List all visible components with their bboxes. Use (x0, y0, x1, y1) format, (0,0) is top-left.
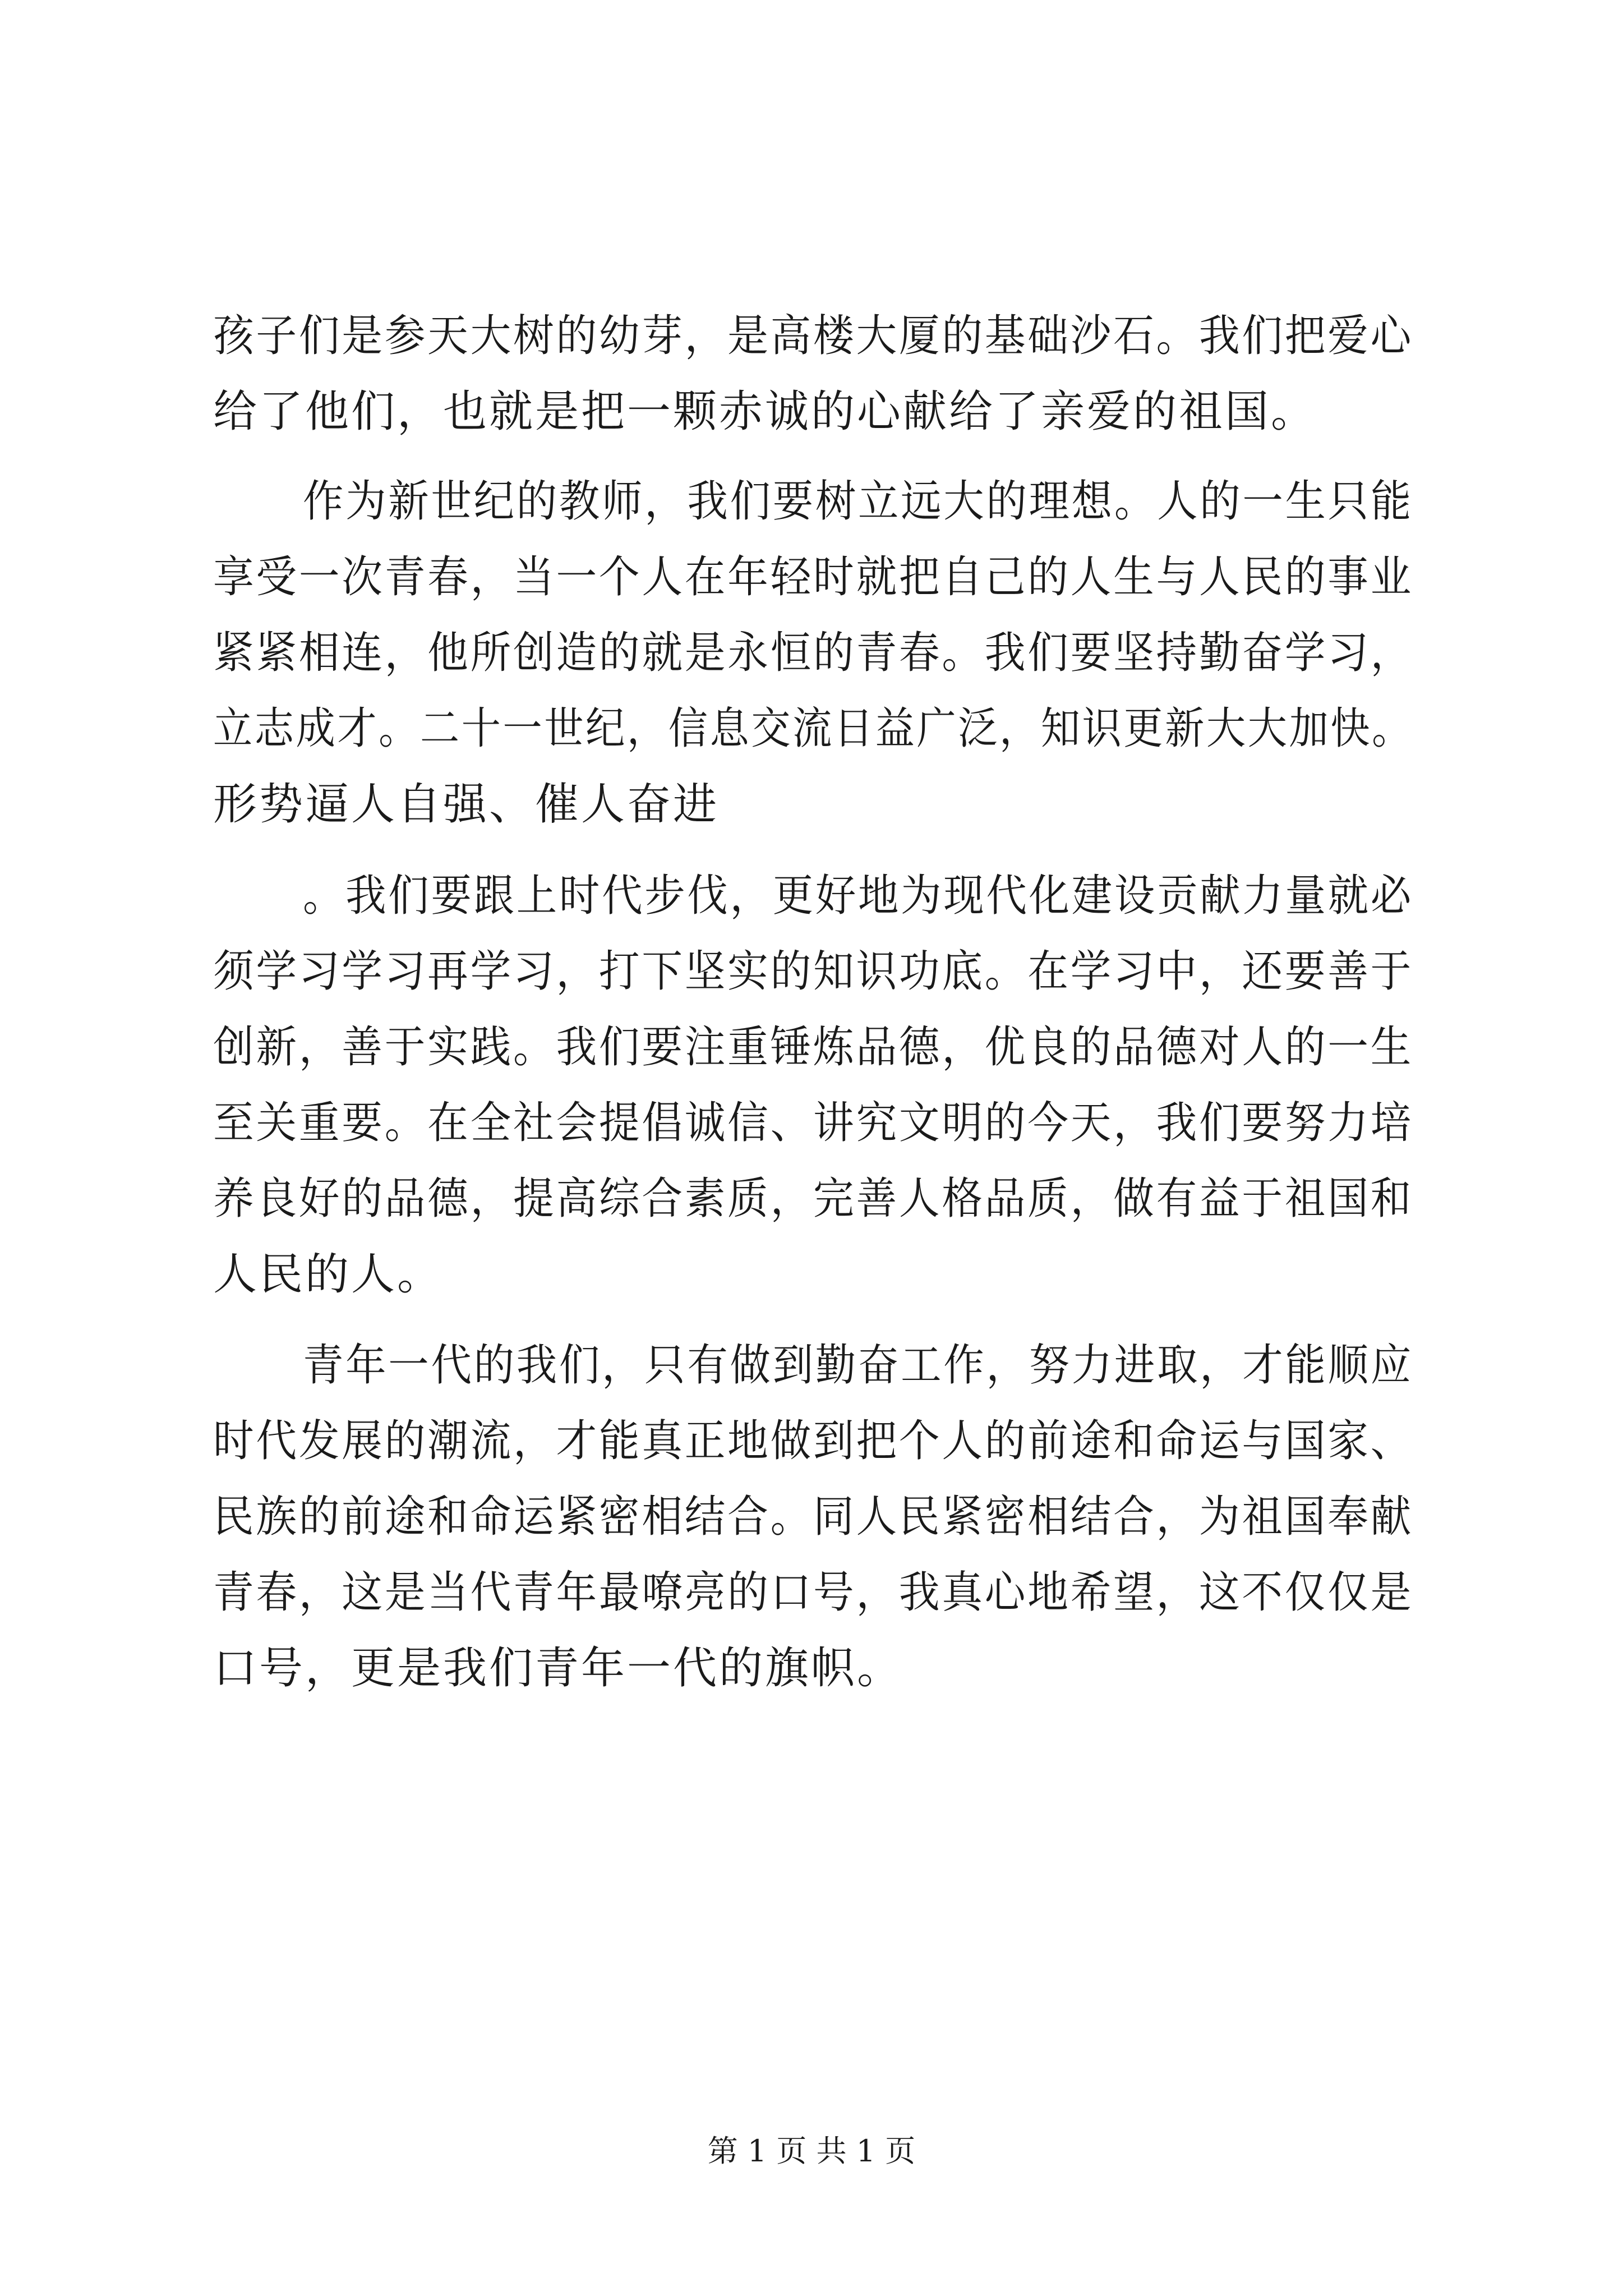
text-line: 立志成才。二十一世纪，信息交流日益广泛，知识更新大大加快。 (213, 703, 1413, 754)
text-line: 给了他们，也就是把一颗赤诚的心献给了亲爱的祖国。 (213, 386, 1317, 437)
text-line: 青春，这是当代青年最嘹亮的口号，我真心地希望，这不仅仅是 (213, 1567, 1414, 1618)
text-line: 孩子们是参天大树的幼芽，是高楼大厦的基础沙石。我们把爱心 (213, 311, 1414, 361)
text-line: 享受一次青春，当一个人在年轻时就把自己的人生与人民的事业 (213, 552, 1414, 602)
text-line: 民族的前途和命运紧密相结合。同人民紧密相结合，为祖国奉献 (213, 1492, 1414, 1542)
text-line: 作为新世纪的教师，我们要树立远大的理想。人的一生只能 (303, 476, 1414, 527)
text-line: 创新，善于实践。我们要注重锤炼品德，优良的品德对人的一生 (213, 1022, 1414, 1073)
text-line: 紧紧相连，他所创造的就是永恒的青春。我们要坚持勤奋学习， (213, 628, 1414, 678)
text-line: 。我们要跟上时代步伐，更好地为现代化建设贡献力量就必 (303, 871, 1414, 921)
text-line: 人民的人。 (213, 1249, 444, 1300)
text-line: 口号，更是我们青年一代的旗帜。 (213, 1643, 903, 1694)
text-line: 形势逼人自强、催人奋进 (213, 779, 720, 830)
text-line: 须学习学习再学习，打下坚实的知识功底。在学习中，还要善于 (213, 946, 1414, 997)
text-line: 时代发展的潮流，才能真正地做到把个人的前途和命运与国家、 (213, 1416, 1414, 1466)
text-line: 青年一代的我们，只有做到勤奋工作，努力进取，才能顺应 (303, 1340, 1414, 1391)
text-line: 至关重要。在全社会提倡诚信、讲究文明的今天，我们要努力培 (213, 1098, 1414, 1148)
text-line: 养良好的品德，提高综合素质，完善人格品质，做有益于祖国和 (213, 1174, 1414, 1224)
page-footer: 第 1 页 共 1 页 (707, 2133, 916, 2169)
